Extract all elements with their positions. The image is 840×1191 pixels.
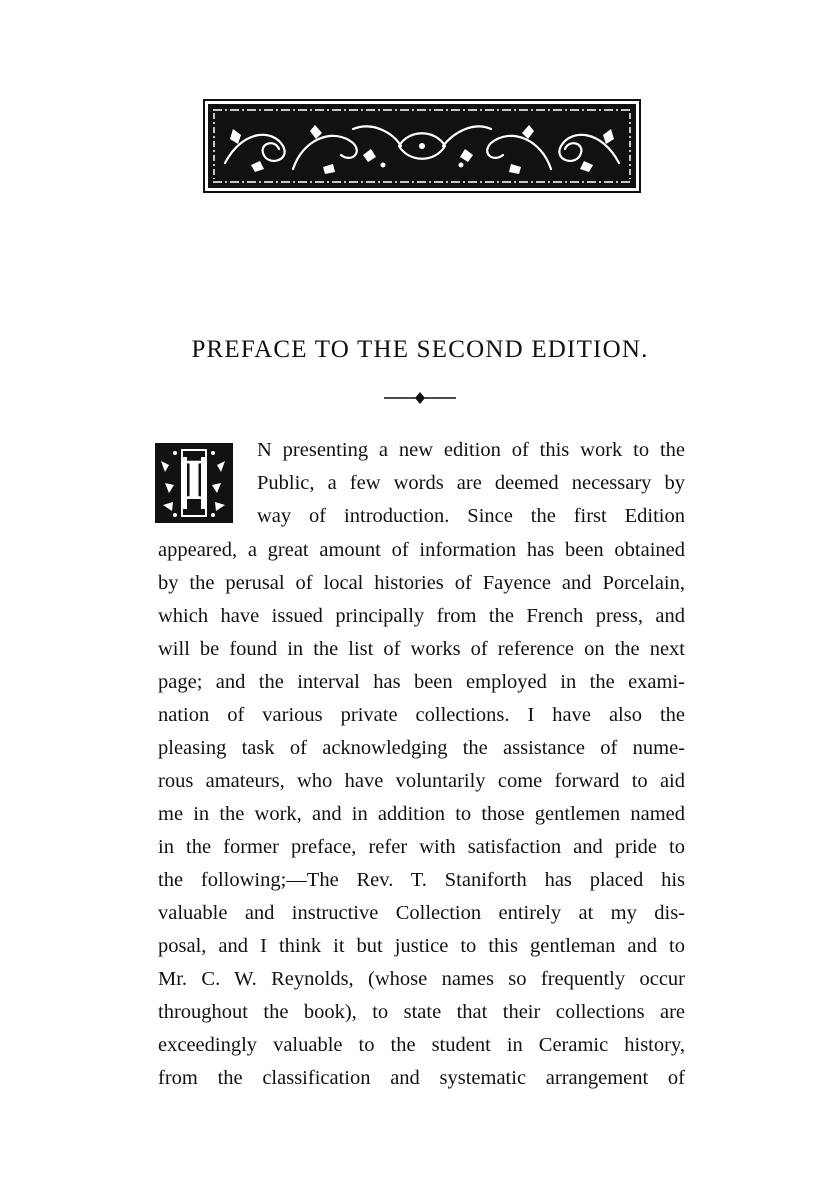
ornamental-initial-icon bbox=[155, 443, 233, 523]
body-line: will be found in the list of works of reference on the next bbox=[158, 638, 685, 660]
body-line: me in the work, and in addition to those gentlemen named bbox=[158, 803, 685, 825]
body-line: page; and the interval has been employed in the exami- bbox=[158, 671, 685, 693]
body-line: Mr. C. W. Reynolds, (whose names so frequently occur bbox=[158, 968, 685, 990]
body-line: way of introduction. Since the first Edition bbox=[257, 505, 685, 527]
body-line: from the classification and systematic arrangement of bbox=[158, 1067, 685, 1089]
body-line: valuable and instructive Collection entirely at my dis- bbox=[158, 902, 685, 924]
body-line: posal, and I think it but justice to this gentleman and to bbox=[158, 935, 685, 957]
body-line: by the perusal of local histories of Fayence and Porcelain, bbox=[158, 572, 685, 594]
body-line: throughout the book), to state that their collections are bbox=[158, 1001, 685, 1023]
body-line: N presenting a new edition of this work to the bbox=[257, 439, 685, 461]
body-line: pleasing task of acknowledging the assistance of nume- bbox=[158, 737, 685, 759]
body-line: Public, a few words are deemed necessary by bbox=[257, 472, 685, 494]
body-line: appeared, a great amount of information has been obtained bbox=[158, 539, 685, 561]
diamond-divider-icon bbox=[384, 390, 456, 406]
body-line: nation of various private collections. I have also the bbox=[158, 704, 685, 726]
floral-headpiece-icon bbox=[203, 99, 641, 193]
page-title: PREFACE TO THE SECOND EDITION. bbox=[191, 336, 649, 363]
initial-letter: I bbox=[182, 447, 206, 512]
body-line: rous amateurs, who have voluntarily come forward to aid bbox=[158, 770, 685, 792]
body-line: which have issued principally from the French press, and bbox=[158, 605, 685, 627]
body-line: the following;—The Rev. T. Staniforth has placed his bbox=[158, 869, 685, 891]
body-line: in the former preface, refer with satisfaction and pride to bbox=[158, 836, 685, 858]
body-line: exceedingly valuable to the student in Ceramic history, bbox=[158, 1034, 685, 1056]
